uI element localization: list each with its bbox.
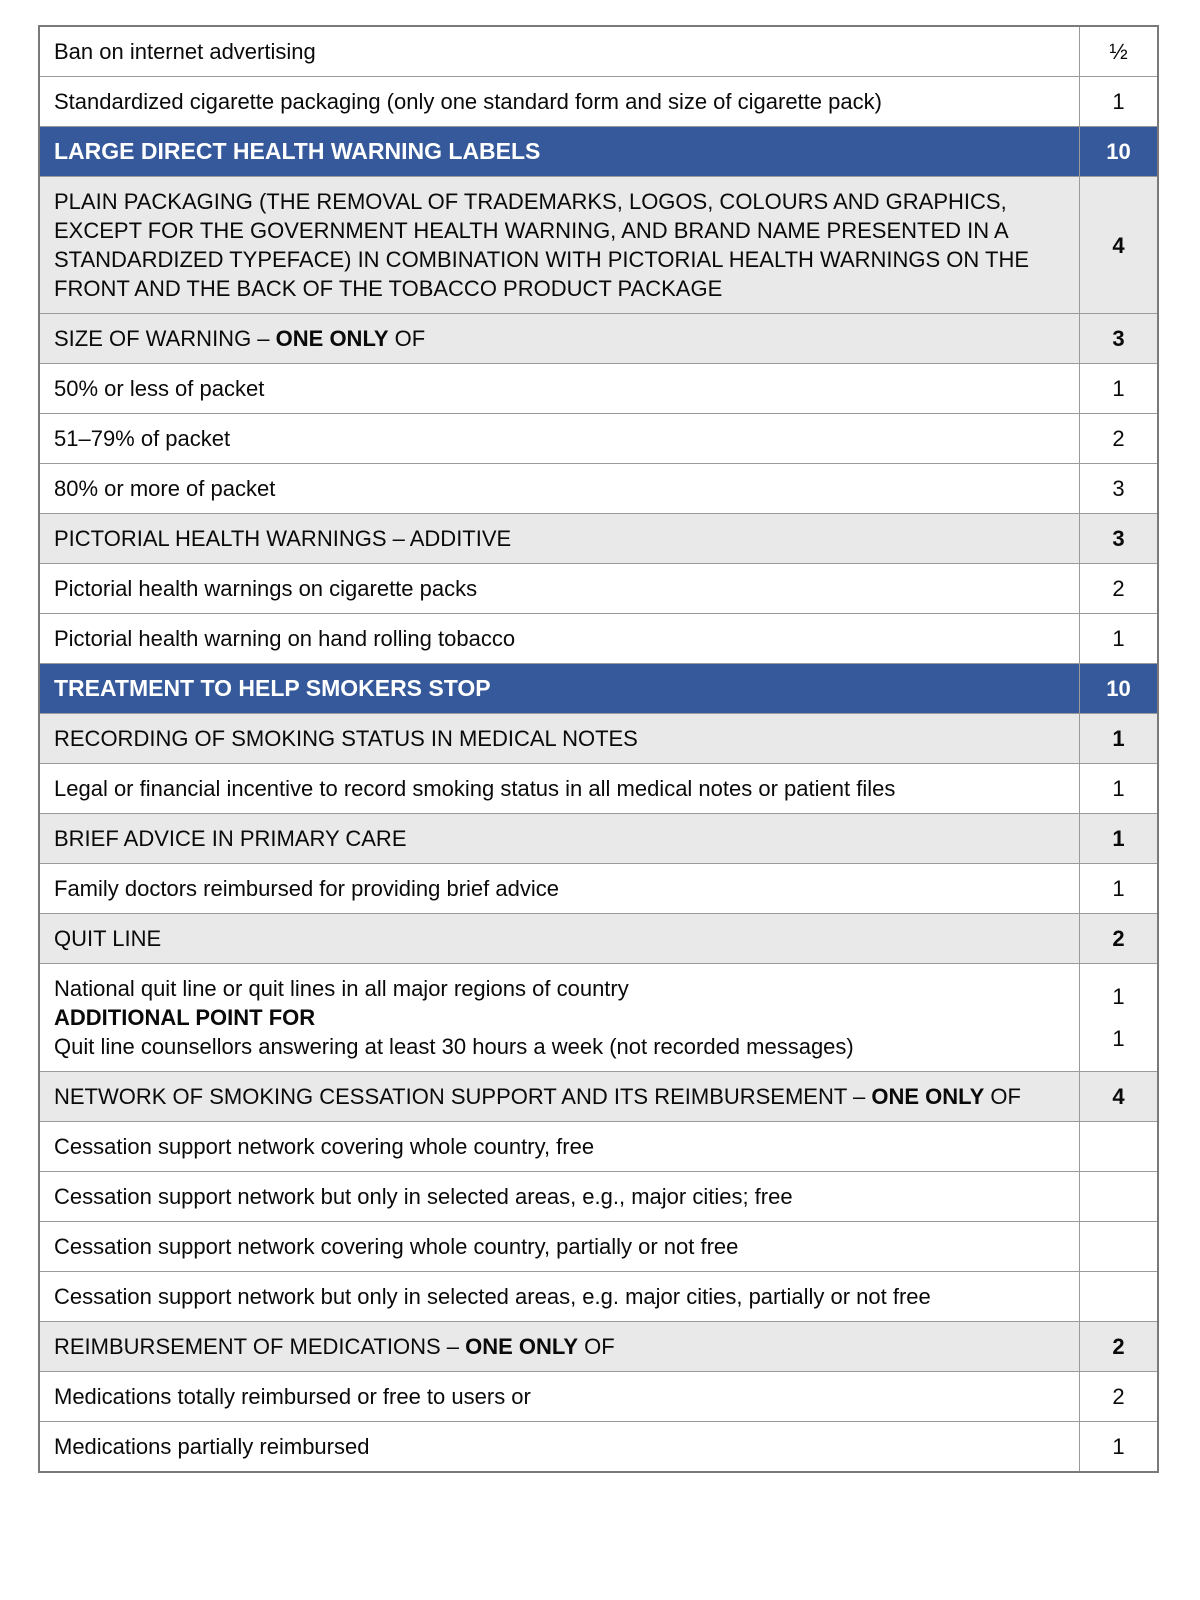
text-segment: Medications totally reimbursed or free to users or (54, 1384, 531, 1409)
description-line (54, 424, 1065, 453)
row-points-cell (1079, 177, 1157, 313)
description-line (54, 137, 1065, 166)
text-segment: National quit line or quit lines in all major regions of country (54, 976, 629, 1001)
description-line (54, 1232, 1065, 1261)
table-row (40, 27, 1157, 76)
row-points-cell (1079, 1172, 1157, 1221)
row-points-cell (1079, 1272, 1157, 1321)
row-description (40, 914, 1079, 963)
row-points-cell (1079, 1322, 1157, 1371)
table-row (40, 863, 1157, 913)
text-segment: ONE ONLY (871, 1084, 985, 1109)
text-segment: ADDITIONAL POINT FOR (54, 1005, 316, 1030)
points-value: 1 (1112, 626, 1125, 651)
row-description (40, 77, 1079, 126)
row-description (40, 1322, 1079, 1371)
text-segment: Ban on internet advertising (54, 39, 316, 64)
description-line (54, 1132, 1065, 1161)
table-row (40, 1221, 1157, 1271)
points-value: 10 (1106, 676, 1131, 701)
points-value: 1 (1112, 776, 1125, 801)
row-points-cell (1079, 27, 1157, 76)
table-row (40, 563, 1157, 613)
row-description (40, 764, 1079, 813)
points-value: 4 (1112, 1084, 1125, 1109)
text-segment: PICTORIAL HEALTH WARNINGS – ADDITIVE (54, 526, 512, 551)
row-points-cell (1079, 127, 1157, 176)
description-line (54, 324, 1065, 353)
table-row (40, 1371, 1157, 1421)
points-value: 3 (1112, 526, 1125, 551)
row-description (40, 464, 1079, 513)
description-line (54, 1282, 1065, 1311)
row-points-cell (1079, 564, 1157, 613)
text-segment: ONE ONLY (275, 326, 389, 351)
row-description (40, 1222, 1079, 1271)
description-line (54, 1432, 1065, 1461)
row-description (40, 127, 1079, 176)
description-line (54, 774, 1065, 803)
row-points-cell (1079, 814, 1157, 863)
subheader-row (40, 913, 1157, 963)
subheader-row (40, 176, 1157, 313)
points-value: 3 (1112, 476, 1125, 501)
row-points-cell (1079, 1122, 1157, 1171)
subheader-row (40, 813, 1157, 863)
points-value: 1 (1112, 89, 1125, 114)
row-points-cell (1079, 414, 1157, 463)
row-points-cell (1079, 1222, 1157, 1271)
points-value: 2 (1112, 426, 1125, 451)
description-line (54, 87, 1065, 116)
text-segment: Cessation support network but only in selected areas, e.g., major cities; free (54, 1184, 793, 1209)
row-points-cell (1079, 614, 1157, 663)
table-row (40, 1421, 1157, 1471)
text-segment: Quit line counsellors answering at least 30 hours a week (not recorded messages) (54, 1034, 854, 1059)
subheader-row (40, 513, 1157, 563)
text-segment: TREATMENT TO HELP SMOKERS STOP (54, 675, 491, 701)
description-line (54, 824, 1065, 853)
row-description (40, 27, 1079, 76)
text-segment: Legal or financial incentive to record smoking status in all medical notes or patient files (54, 776, 896, 801)
row-description (40, 1122, 1079, 1171)
row-description (40, 664, 1079, 713)
table-row (40, 1171, 1157, 1221)
points-value: 2 (1112, 1334, 1125, 1359)
subheader-row (40, 313, 1157, 363)
table-row (40, 613, 1157, 663)
row-points-cell (1079, 1422, 1157, 1471)
row-points-cell (1079, 1372, 1157, 1421)
text-segment: QUIT LINE (54, 926, 162, 951)
text-segment: REIMBURSEMENT OF MEDICATIONS – (54, 1334, 466, 1359)
points-value: 2 (1112, 576, 1125, 601)
text-segment: ONE ONLY (465, 1334, 579, 1359)
row-description (40, 1372, 1079, 1421)
points-value: 10 (1106, 139, 1131, 164)
points-value: 2 (1112, 1384, 1125, 1409)
row-description (40, 177, 1079, 313)
row-description (40, 364, 1079, 413)
row-description (40, 414, 1079, 463)
text-segment: Medications partially reimbursed (54, 1434, 370, 1459)
section-header-row (40, 126, 1157, 176)
text-segment: BRIEF ADVICE IN PRIMARY CARE (54, 826, 407, 851)
text-segment: OF (388, 326, 426, 351)
row-points-cell (1079, 914, 1157, 963)
row-description (40, 1072, 1079, 1121)
subheader-row (40, 1071, 1157, 1121)
description-line (54, 187, 1065, 303)
table-row (40, 76, 1157, 126)
points-value: 1 (1112, 1025, 1125, 1051)
description-line (54, 1032, 1065, 1061)
policy-points-table (38, 25, 1159, 1473)
description-line (54, 1332, 1065, 1361)
table-row (40, 363, 1157, 413)
row-points-cell (1079, 664, 1157, 713)
table-row (40, 1121, 1157, 1171)
table-row (40, 1271, 1157, 1321)
description-line (54, 374, 1065, 403)
row-description (40, 314, 1079, 363)
description-line (54, 624, 1065, 653)
text-segment: Cessation support network covering whole country, free (54, 1134, 595, 1159)
row-points-cell (1079, 77, 1157, 126)
description-line (54, 674, 1065, 703)
text-segment: LARGE DIRECT HEALTH WARNING LABELS (54, 138, 541, 164)
row-description (40, 814, 1079, 863)
points-value: 1 (1112, 984, 1125, 1010)
description-line (54, 574, 1065, 603)
description-line (54, 1182, 1065, 1211)
points-value: 1 (1112, 826, 1125, 851)
description-line (54, 724, 1065, 753)
points-value: 1 (1112, 726, 1125, 751)
text-segment: Cessation support network but only in selected areas, e.g. major cities, partially or not free (54, 1284, 931, 1309)
text-segment: Pictorial health warning on hand rolling tobacco (54, 626, 516, 651)
description-line (54, 974, 1065, 1003)
points-value: 4 (1112, 232, 1125, 258)
row-points-cell (1079, 1072, 1157, 1121)
points-value: 2 (1112, 926, 1125, 951)
description-line (54, 474, 1065, 503)
text-segment: RECORDING OF SMOKING STATUS IN MEDICAL NOTES (54, 726, 638, 751)
text-segment: Standardized cigarette packaging (only one standard form and size of cigarette pack) (54, 89, 882, 114)
text-segment: 80% or more of packet (54, 476, 276, 501)
row-description (40, 564, 1079, 613)
table-row (40, 463, 1157, 513)
table-row (40, 763, 1157, 813)
row-description (40, 614, 1079, 663)
text-segment: Pictorial health warnings on cigarette packs (54, 576, 478, 601)
row-points-cell (1079, 314, 1157, 363)
row-description (40, 514, 1079, 563)
description-line (54, 1382, 1065, 1411)
subheader-row (40, 713, 1157, 763)
text-segment: NETWORK OF SMOKING CESSATION SUPPORT AND ITS REIMBURSEMENT – (54, 1084, 872, 1109)
text-segment: PLAIN PACKAGING (THE REMOVAL OF TRADEMARKS, LOGOS, COLOURS AND GRAPHICS, EXCEPT FOR THE GOVERNMENT HEALTH WARNING, AND BRAND NAME PRESENTED IN A STANDARDIZED TYPEFACE) IN COMBINATION WITH PICTORIAL HEALTH WARNINGS ON THE FRONT AND THE BACK OF THE TOBACCO PRODUCT PACKAGE (54, 189, 1030, 301)
points-value: 1 (1112, 876, 1125, 901)
row-description (40, 1422, 1079, 1471)
points-value: 1 (1112, 376, 1125, 401)
text-segment: 51–79% of packet (54, 426, 231, 451)
description-line (54, 874, 1065, 903)
row-description (40, 864, 1079, 913)
points-value: ½ (1109, 39, 1128, 64)
row-points-cell (1079, 764, 1157, 813)
row-points-cell (1079, 364, 1157, 413)
description-line (54, 924, 1065, 953)
row-description (40, 1272, 1079, 1321)
description-line (54, 524, 1065, 553)
row-description (40, 964, 1079, 1071)
row-points-cell (1079, 964, 1157, 1071)
points-value: 1 (1112, 1434, 1125, 1459)
description-line (54, 1082, 1065, 1111)
text-segment: OF (984, 1084, 1021, 1109)
text-segment: Family doctors reimbursed for providing brief advice (54, 876, 559, 901)
description-line (54, 1003, 1065, 1032)
section-header-row (40, 663, 1157, 713)
points-value: 3 (1112, 326, 1125, 351)
text-segment: 50% or less of packet (54, 376, 265, 401)
row-points-cell (1079, 514, 1157, 563)
text-segment: Cessation support network covering whole country, partially or not free (54, 1234, 739, 1259)
text-segment: SIZE OF WARNING – (54, 326, 276, 351)
row-description (40, 1172, 1079, 1221)
row-points-cell (1079, 864, 1157, 913)
description-line (54, 37, 1065, 66)
table-row (40, 963, 1157, 1071)
row-points-cell (1079, 464, 1157, 513)
row-points-cell (1079, 714, 1157, 763)
table-row (40, 413, 1157, 463)
text-segment: OF (578, 1334, 615, 1359)
subheader-row (40, 1321, 1157, 1371)
row-description (40, 714, 1079, 763)
